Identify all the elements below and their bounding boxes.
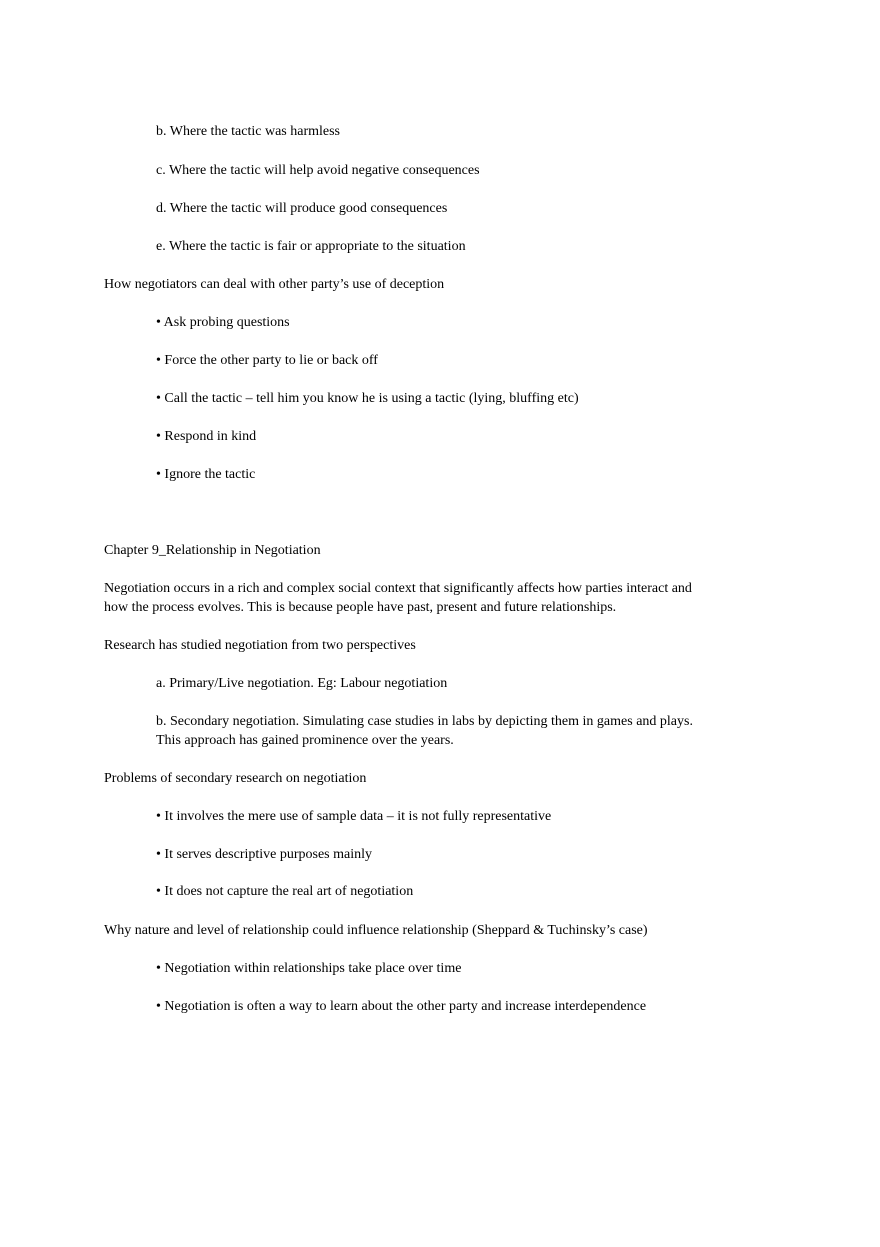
justification-item-e: e. Where the tactic is fair or appropriate to the situation xyxy=(156,239,466,254)
deception-response-item: • Call the tactic – tell him you know he is using a tactic (lying, bluffing etc) xyxy=(156,391,579,406)
relationship-point-item: • Negotiation is often a way to learn about the other party and increase interdependence xyxy=(156,999,647,1014)
perspective-item-a: a. Primary/Live negotiation. Eg: Labour negotiation xyxy=(156,676,448,691)
deception-response-item: • Ask probing questions xyxy=(156,315,290,330)
problem-item: • It involves the mere use of sample data – it is not fully representative xyxy=(156,809,552,824)
intro-paragraph-line-2: how the process evolves. This is because people have past, present and future relationships. xyxy=(104,600,617,615)
deception-heading: How negotiators can deal with other party’s use of deception xyxy=(104,277,445,292)
relationship-heading: Why nature and level of relationship could influence relationship (Sheppard & Tuchinsky’s case) xyxy=(104,923,648,938)
perspective-item-b-line-1: b. Secondary negotiation. Simulating case studies in labs by depicting them in games and plays. xyxy=(156,714,693,729)
chapter-title: Chapter 9_Relationship in Negotiation xyxy=(104,543,321,558)
deception-response-item: • Respond in kind xyxy=(156,429,257,444)
justification-item-b: b. Where the tactic was harmless xyxy=(156,124,341,139)
relationship-point-item: • Negotiation within relationships take place over time xyxy=(156,961,462,976)
perspectives-heading: Research has studied negotiation from two perspectives xyxy=(104,638,416,653)
deception-response-item: • Ignore the tactic xyxy=(156,467,256,482)
problem-item: • It does not capture the real art of negotiation xyxy=(156,884,414,899)
problems-heading: Problems of secondary research on negotiation xyxy=(104,771,367,786)
justification-item-c: c. Where the tactic will help avoid negative consequences xyxy=(156,163,480,178)
deception-response-item: • Force the other party to lie or back off xyxy=(156,353,378,368)
problem-item: • It serves descriptive purposes mainly xyxy=(156,847,373,862)
intro-paragraph-line-1: Negotiation occurs in a rich and complex social context that significantly affects how parties interact and xyxy=(104,581,692,596)
justification-item-d: d. Where the tactic will produce good consequences xyxy=(156,201,448,216)
perspective-item-b-line-2: This approach has gained prominence over the years. xyxy=(156,733,454,748)
